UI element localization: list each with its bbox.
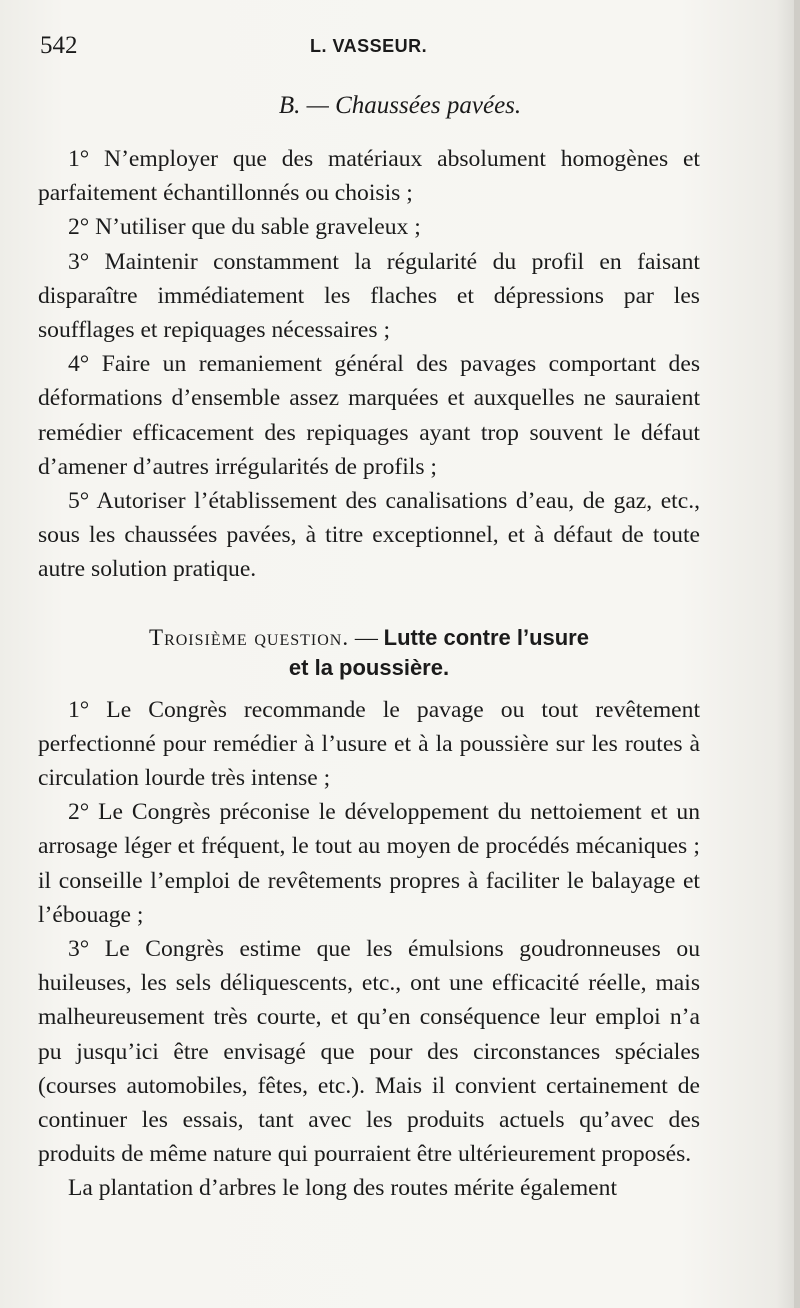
- paragraph: 5° Autoriser l’établissement des canalisations d’eau, de gaz, etc., sous les chaussées pavées, à titre exceptionnel, et à défaut de toute autre solution pratique.: [38, 488, 700, 583]
- question-title-line1: Lutte contre l’usure: [383, 624, 589, 650]
- page-number: 542: [40, 32, 78, 59]
- question-dash: —: [349, 624, 384, 650]
- running-head: L. VASSEUR.: [310, 36, 428, 56]
- question-title-line2: et la poussière.: [288, 654, 450, 680]
- page-edge: [794, 0, 800, 1308]
- paragraph: 1° Le Congrès recommande le pavage ou tout revêtement perfectionné pour remédier à l’usure et à la poussière sur les routes à circulation lourde très intense ;: [38, 696, 700, 792]
- paragraph: 4° Faire un remaniement général des pavages comportant des déformations d’ensemble assez marquées et auxquelles ne sauraient remédier efficacement des repiquages ayant trop souvent le défaut d’amener d’autres irrégularités de profils ;: [38, 351, 700, 480]
- paragraph: 2° N’utiliser que du sable graveleux ;: [68, 214, 421, 241]
- question-label: Troisième question.: [149, 624, 350, 650]
- question-heading: [38, 623, 700, 683]
- paragraph: 3° Le Congrès estime que les émulsions goudronneuses ou huileuses, les sels déliquescents, etc., ont une efficacité réelle, mais malheureusement très courte, et qu’en conséquence leur emploi n’a pu jusqu’ici être envisagé que pour des circonstances spéciales (courses automobiles, fêtes, etc.). Mais il convient certainement de continuer les essais, tant avec les produits actuels qu’avec des produits de même nature qui pourraient être ultérieurement proposés.: [38, 936, 700, 1168]
- page-header: [40, 30, 700, 62]
- paragraph: La plantation d’arbres le long des routes mérite également: [68, 1175, 618, 1202]
- paragraph: 1° N’employer que des matériaux absolument homogènes et parfaitement échantillonnés ou choisis ;: [38, 146, 700, 207]
- paragraph: 2° Le Congrès préconise le développement du nettoiement et un arrosage léger et fréquent, le tout au moyen de procédés mécaniques ; il conseille l’emploi de revêtements propres à faciliter le balayage et l’ébouage ;: [38, 799, 700, 928]
- paragraph: 3° Maintenir constamment la régularité du profil en faisant disparaître immédiatement les flaches et dépressions par les soufflages et repiquages nécessaires ;: [38, 248, 700, 344]
- section-title: B. — Chaussées pavées.: [278, 92, 522, 119]
- body-text: [38, 142, 700, 1206]
